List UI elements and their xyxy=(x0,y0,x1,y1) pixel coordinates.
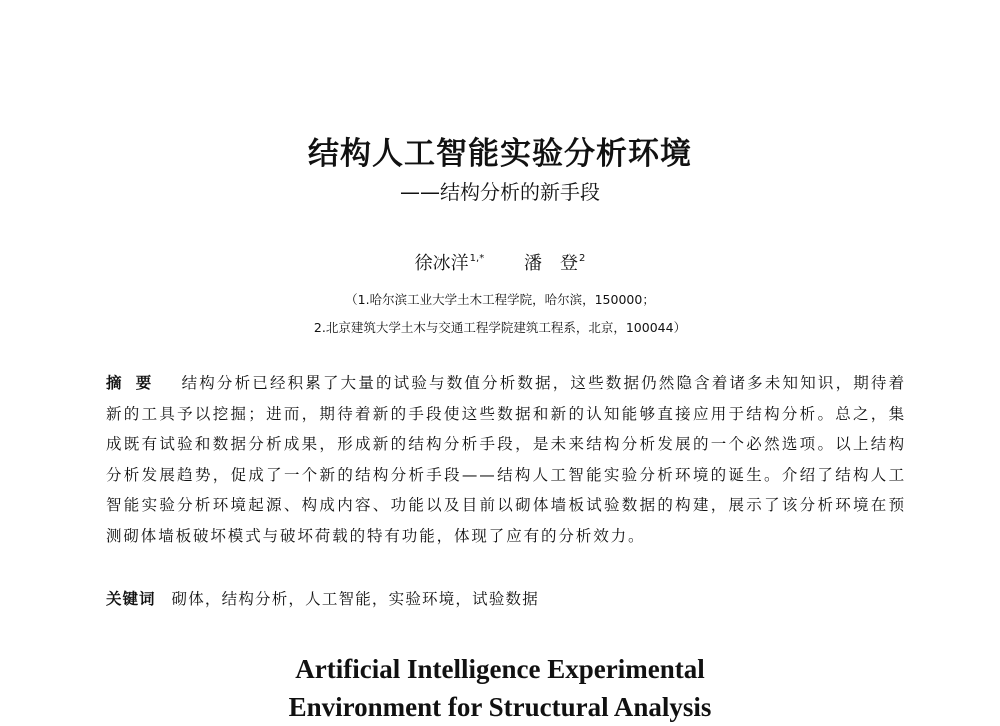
author-list xyxy=(0,249,1000,275)
affiliation-2: 2.北京建筑大学土木与交通工程学院建筑工程系，北京，100044） xyxy=(313,320,687,335)
abstract xyxy=(106,368,906,551)
author-1 xyxy=(415,249,485,275)
author-name: 徐冰洋 xyxy=(414,253,469,274)
affiliation-1: （1.哈尔滨工业大学土木工程学院，哈尔滨，150000； xyxy=(345,292,655,307)
paper-title-english-line-1: Artificial Intelligence Experimental xyxy=(295,654,705,684)
paper-subtitle-chinese: ——结构分析的新手段 xyxy=(400,180,600,204)
author-2 xyxy=(524,249,585,275)
keywords xyxy=(106,585,906,613)
abstract-text: 结构分析已经积累了大量的试验与数值分析数据，这些数据仍然隐含着诸多未知知识，期待着新的工具予以挖掘；进而，期待着新的手段使这些数据和新的认知能够直接应用于结构分析。总之，集成既有试验和数据分析成果，形成新的结构分析手段，是未来结构分析发展的一个必然选项。以上结构分析发展趋势，促成了一个新的结构分析手段——结构人工智能实验分析环境的诞生。介绍了结构人工智能实验分析环境起源、构成内容、功能以及目前以砌体墙板试验数据的构建，展示了该分析环境在预测砌体墙板破坏模式与破坏荷载的特有功能，体现了应有的分析效力。 xyxy=(106,374,906,545)
paper-title-chinese: 结构人工智能实验分析环境 xyxy=(308,136,692,172)
keywords-text: 砌体，结构分析，人工智能，实验环境，试验数据 xyxy=(171,590,539,608)
author-name: 潘 登 xyxy=(523,253,578,274)
author-affiliation-mark: 2 xyxy=(578,253,586,264)
abstract-label: 摘要 xyxy=(106,374,166,392)
keywords-label: 关键词 xyxy=(106,590,156,608)
paper-title-english xyxy=(0,650,1000,726)
author-affiliation-mark: 1,* xyxy=(469,253,485,264)
paper-title-english-line-2: Environment for Structural Analysis xyxy=(288,692,712,722)
